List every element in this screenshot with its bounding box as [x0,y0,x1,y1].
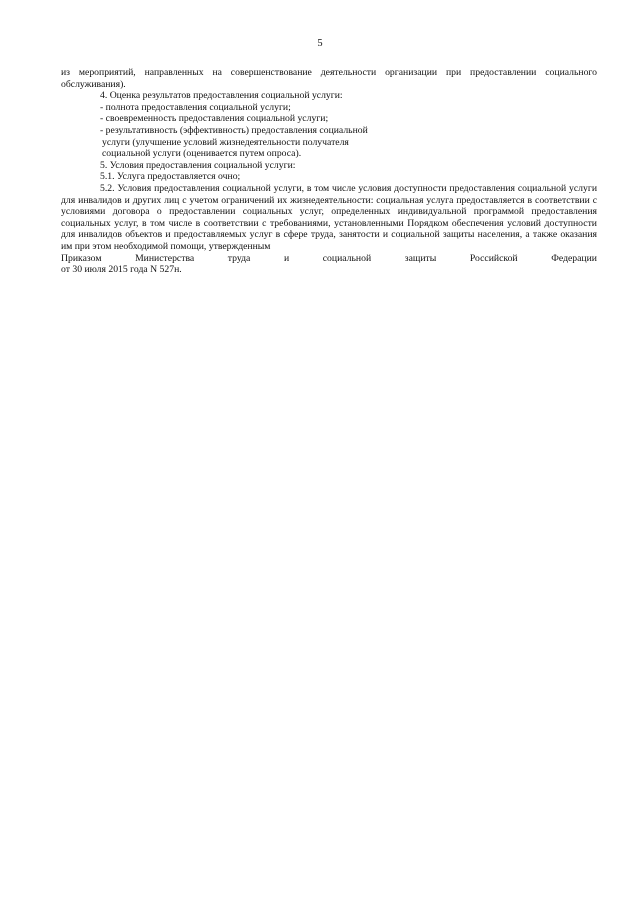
page-number: 5 [317,38,323,49]
item-5-heading: 5. Условия предоставления социальной услуги: [100,159,296,171]
document-body [61,67,597,276]
paragraph-intro: из мероприятий, направленных на совершенствование деятельности организации при предоставлении социального обслуживания). [61,67,597,90]
item-4-bullet-effectiveness: - результативность (эффективность) предоставления социальной [100,124,368,136]
item-5-2-order-line: Приказом Министерства труда и социальной защиты Российской Федерации [61,252,597,264]
item-5-2-date-line: от 30 июля 2015 года N 527н. [61,264,182,276]
item-4-heading: 4. Оценка результатов предоставления социальной услуги: [100,90,343,102]
item-4-bullet-timeliness: - своевременность предоставления социальной услуги; [100,113,329,125]
item-4-bullet-completeness: - полнота предоставления социальной услуги; [100,101,291,113]
item-5-1: 5.1. Услуга предоставляется очно; [100,171,241,183]
item-4-continuation-1: услуги (улучшение условий жизнедеятельности получателя [102,136,349,148]
item-5-2-paragraph: 5.2. Условия предоставления социальной услуги, в том числе условия доступности предоставления социальной услуги для инвалидов и других лиц с учетом ограничений их жизнедеятельности: социальная услуга предоставляется в соответствии с условиями договора о предоставлении социальных услуг, определенных индивидуальной программой предоставления социальных услуг, в том числе в соответствии с требованиями, установленными Порядком обеспечения условий доступности для инвалидов объектов и предоставляемых услуг в сфере труда, занятости и социальной защиты населения, а также оказания им при этом необходимой помощи, утвержденным [61,182,597,252]
item-4-continuation-2: социальной услуги (оценивается путем опроса). [102,148,302,160]
